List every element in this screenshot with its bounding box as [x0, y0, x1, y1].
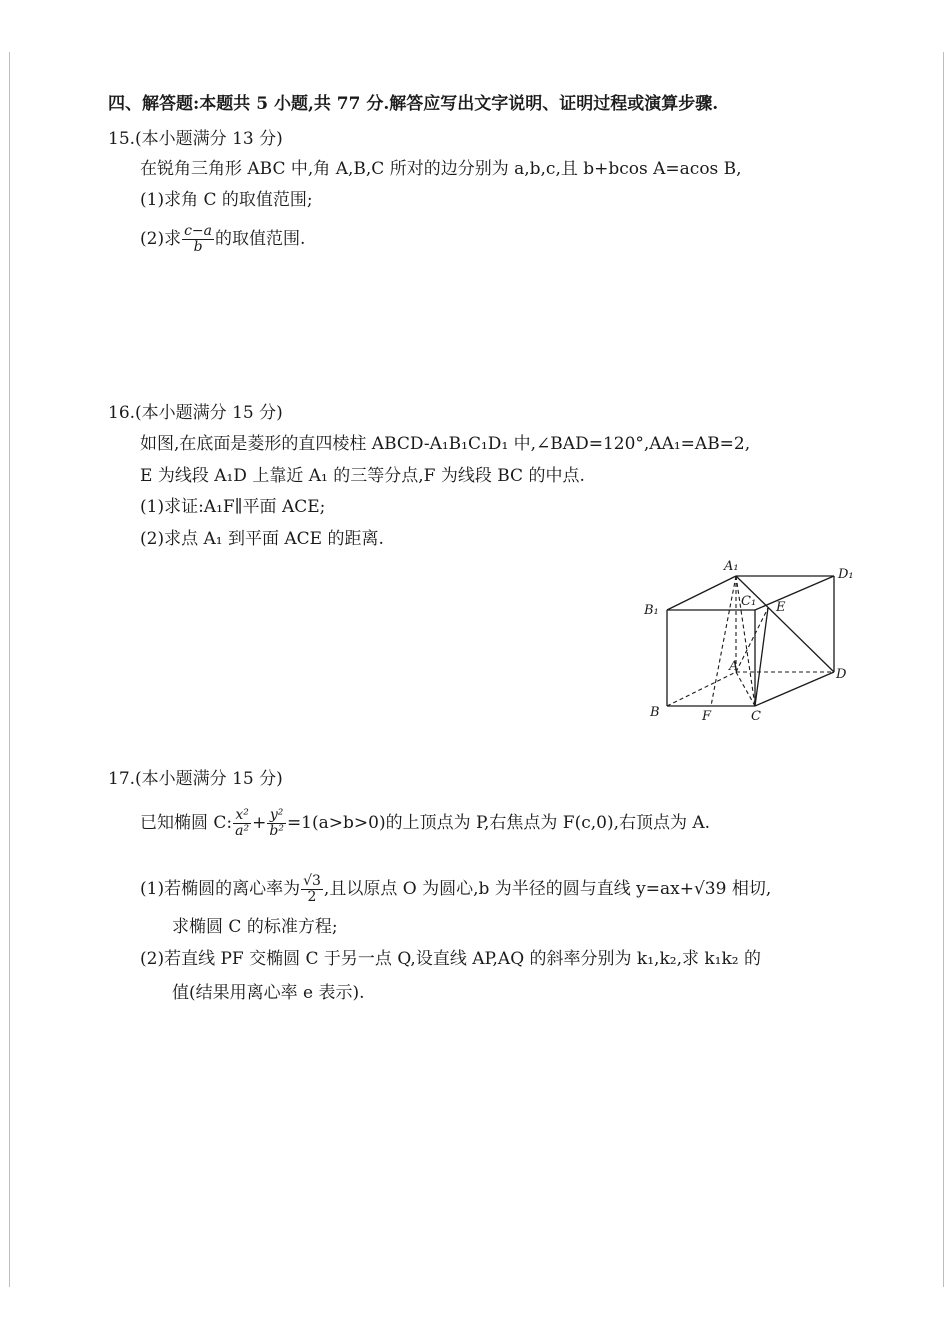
label-b1: B₁: [644, 603, 659, 618]
q17-part1-numerator: √3: [303, 873, 321, 889]
q16-header: 16.(本小题满分 15 分): [108, 403, 283, 423]
q17-plus: +: [252, 813, 267, 833]
q15-header: 15.(本小题满分 13 分): [108, 129, 283, 149]
q17-part2-line1: (2)若直线 PF 交椭圆 C 于另一点 Q,设直线 AP,AQ 的斜率分别为 k₁,k₂,求 k₁k₂ 的: [140, 949, 762, 969]
q15-part2-denominator: b: [193, 239, 203, 255]
edge-b1-a1: [667, 576, 736, 610]
q16-part2: (2)求点 A₁ 到平面 ACE 的距离.: [140, 529, 384, 549]
q17-stem-prefix: 已知椭圆 C:: [140, 813, 233, 833]
q16-part1: (1)求证:A₁F∥平面 ACE;: [140, 497, 326, 517]
q16-stem-line1: 如图,在底面是菱形的直四棱柱 ABCD-A₁B₁C₁D₁ 中,∠BAD=120°,AA₁=AB=2,: [140, 434, 751, 454]
label-d1: D₁: [838, 567, 854, 582]
page-edge-right: [943, 52, 944, 1287]
q17-part1: [140, 874, 771, 905]
label-a: A: [729, 659, 739, 674]
segment-c-e: [755, 608, 768, 706]
edge-c1-d1: [755, 576, 834, 610]
q15-part2-prefix: (2)求: [140, 229, 182, 249]
q17-stem: [140, 808, 710, 839]
q17-frac2-numerator: y²: [267, 808, 286, 824]
q15-stem: 在锐角三角形 ABC 中,角 A,B,C 所对的边分别为 a,b,c,且 b+bcos A=acos B,: [140, 159, 742, 179]
q17-fraction-x: [233, 808, 251, 839]
segment-a1-d: [736, 576, 834, 672]
label-e: E: [776, 600, 786, 615]
label-b: B: [650, 705, 660, 720]
q17-part1-suffix: ,且以原点 O 为圆心,b 为半径的圆与直线 y=ax+√39 相切,: [323, 879, 772, 899]
q16-stem-line2: E 为线段 A₁D 上靠近 A₁ 的三等分点,F 为线段 BC 的中点.: [140, 466, 585, 486]
q17-frac1-numerator: x²: [233, 808, 251, 824]
label-c: C: [751, 709, 761, 724]
q17-stem-suffix: =1(a>b>0)的上顶点为 P,右焦点为 F(c,0),右顶点为 A.: [286, 813, 711, 833]
q17-part1-fraction: [301, 874, 323, 905]
q15-part2-numerator: c−a: [184, 223, 213, 239]
q17-part1-denominator: 2: [307, 889, 317, 905]
label-c1: C₁: [741, 594, 757, 609]
q17-frac1-denominator: a²: [235, 823, 250, 839]
q15-part2: [140, 224, 305, 255]
q17-part2-line2: 值(结果用离心率 e 表示).: [172, 983, 365, 1003]
label-a1: A₁: [724, 559, 739, 574]
q17-fraction-y: [267, 808, 286, 839]
q17-header: 17.(本小题满分 15 分): [108, 769, 283, 789]
hidden-edge-b-a: [667, 672, 736, 706]
hidden-segment-a1-f: [711, 576, 739, 706]
q16-prism-figure: [640, 558, 860, 728]
q15-part2-suffix: 的取值范围.: [215, 229, 306, 249]
label-d: D: [836, 667, 847, 682]
q17-frac2-denominator: b²: [269, 823, 284, 839]
q15-part1: (1)求角 C 的取值范围;: [140, 190, 313, 210]
q15-part2-fraction: [182, 224, 214, 255]
prism-diagram: [640, 558, 860, 728]
page-edge-left: [9, 52, 10, 1287]
edge-c-d: [755, 672, 834, 706]
label-f: F: [702, 709, 712, 724]
q17-part1-line2: 求椭圆 C 的标准方程;: [172, 917, 338, 937]
section-heading: 四、解答题:本题共 5 小题,共 77 分.解答应写出文字说明、证明过程或演算步骤.: [108, 94, 719, 114]
q17-part1-prefix: (1)若椭圆的离心率为: [140, 879, 301, 899]
